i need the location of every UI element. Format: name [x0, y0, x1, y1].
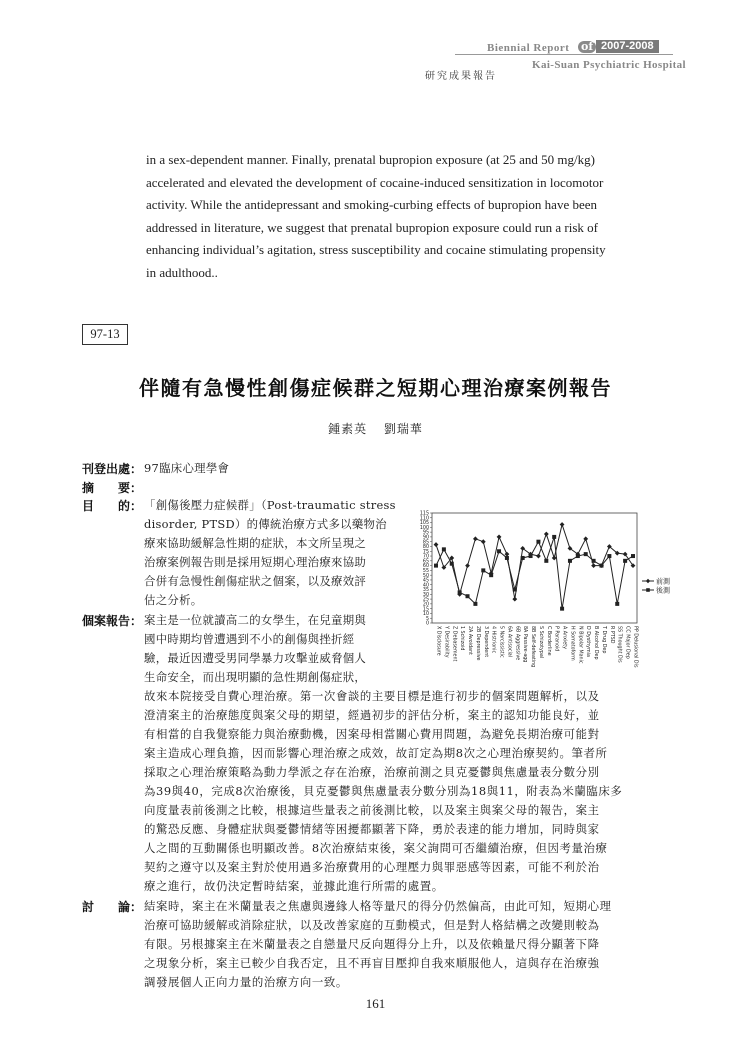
data-point	[544, 532, 549, 537]
data-point	[536, 554, 541, 559]
case-line: 的驚恐反應、身體症狀與憂鬱情緒等困擾都顯著下降，勇於表達的能力增加，同時與家	[144, 822, 600, 836]
x-tick-label: P Paranoid	[553, 626, 559, 652]
data-point	[497, 549, 501, 553]
data-point	[512, 597, 517, 602]
discussion-line: 有限。另根據案主在米蘭量表之自戀量尺反向題得分上升，以及依賴量尺得分顯著下降	[144, 937, 600, 951]
data-point	[529, 554, 533, 558]
author-name: 劉瑞華	[383, 422, 423, 436]
y-tick-label: 35	[422, 588, 429, 594]
case-line: 驗，最近因遭受男同學暴力攻擊並威脅個人	[144, 651, 367, 665]
x-tick-label: D Dysthymia	[585, 626, 591, 657]
y-tick-label: 110	[419, 516, 429, 522]
data-point	[505, 556, 509, 560]
author-name: 鍾素英	[328, 422, 368, 436]
purpose-label: 目 的：	[82, 499, 143, 513]
y-tick-label: 60	[422, 564, 429, 570]
page-number: 161	[365, 996, 386, 1011]
data-point	[607, 554, 611, 558]
discussion-line: 之現象分析，案主已較少自我否定，且不再盲目壓抑自我來順服他人，這與存在治療強	[144, 956, 600, 970]
x-tick-label: 1 Schizoid	[459, 626, 465, 651]
y-tick-label: 15	[422, 607, 429, 613]
x-tick-label: Z Debasement	[451, 626, 457, 662]
header-year-badge: 2007-2008	[596, 40, 659, 53]
x-tick-label: X Disclosure	[435, 626, 441, 656]
abstract-label: 摘 要：	[82, 481, 143, 495]
data-point	[458, 590, 462, 594]
case-line: 為39與40，完成8次治療後，貝克憂鬱與焦慮量表分數分別為18與11，附表為米蘭臨床多	[144, 784, 623, 798]
data-point	[481, 539, 486, 544]
case-line: 人之間的互動關係也明顯改善。8次治療結束後，案父詢問可否繼續治療，但因考量治療	[144, 841, 608, 855]
x-tick-label: 3 Dependent	[482, 626, 488, 658]
x-tick-label: Y Desirability	[443, 626, 449, 658]
paragraph-line: accelerated and elevated the development of cocaine-induced sensitization in locomotor	[146, 174, 604, 190]
discussion-line: 治療可協助緩解或消除症狀，以及改善家庭的互動模式，但是對人格結構之改變則較為	[144, 918, 600, 932]
x-tick-label: 2B Depressive	[474, 626, 480, 661]
data-point	[592, 559, 596, 563]
x-tick-label: 2A Avoidant	[467, 626, 473, 655]
case-line: 契約之遵守以及案主對於使用過多治療費用的心理壓力與罪惡感等因素，可能不利於治	[144, 860, 600, 874]
data-point	[521, 556, 525, 560]
x-tick-label: 4 Histrionic	[490, 626, 496, 654]
data-point	[544, 559, 548, 563]
data-point	[505, 552, 510, 557]
purpose-line: 療來協助緩解急性期的症狀，本文所呈現之	[144, 536, 367, 550]
discussion-line: 調發展個人正向力量的治療方向一致。	[144, 975, 348, 989]
y-tick-label: 75	[422, 549, 429, 555]
data-point	[465, 563, 470, 568]
header-rule	[455, 54, 673, 55]
legend-marker	[646, 588, 650, 592]
published-value: 97臨床心理學會	[144, 461, 230, 475]
case-line: 國中時期均曾遭遇到不小的創傷與挫折經	[144, 632, 355, 646]
case-line: 採取之心理治療策略為動力學派之存在治療，治療前測之貝克憂鬱與焦慮量表分數分別	[144, 765, 600, 779]
x-tick-label: H Somatoform	[569, 626, 575, 661]
data-point	[591, 563, 596, 568]
case-line: 療之進行，故仍決定暫時結案，並據此進行所需的處置。	[144, 879, 444, 893]
discussion-line: 結案時，案主在米蘭量表之焦慮與邊緣人格等量尺的得分仍然偏高，由此可知，短期心理	[144, 899, 612, 913]
paragraph-line: addressed in literature, we suggest that prenatal bupropion exposure could run a risk of	[146, 219, 598, 235]
data-point	[489, 573, 493, 577]
data-point	[481, 568, 485, 572]
y-tick-label: 70	[422, 554, 429, 560]
x-tick-label: T Drug Dep	[600, 626, 606, 654]
data-point	[615, 602, 619, 606]
data-point	[450, 562, 454, 566]
series-line	[436, 524, 633, 599]
case-line: 向度量表前後測之比較，根據這些量表之前後測比較，以及案主與案父母的報告，案主	[144, 803, 600, 817]
y-tick-label: 30	[422, 592, 429, 598]
case-line: 有相當的自我覺察能力與治療動機，因案母相當關心費用問題，為避免長期治療可能對	[144, 727, 600, 741]
y-tick-label: 50	[422, 573, 429, 579]
y-tick-label: 45	[422, 578, 429, 584]
y-tick-label: 100	[419, 525, 429, 531]
x-tick-label: SS Thought Dis	[616, 626, 622, 663]
purpose-line: 「創傷後壓力症候群」（Post-traumatic stress	[144, 498, 396, 512]
article-code: 97-13	[82, 324, 128, 345]
x-tick-label: A Anxiety	[561, 626, 567, 649]
legend-marker	[646, 579, 650, 583]
y-tick-label: 80	[422, 545, 429, 551]
discussion-label: 討 論：	[82, 900, 143, 914]
legend-label: 後測	[656, 586, 670, 595]
x-tick-label: 6A Antisocial	[506, 626, 512, 658]
legend-label: 前測	[656, 577, 670, 586]
y-tick-label: 10	[422, 612, 429, 618]
header-report-title: Biennial Report	[487, 42, 570, 54]
x-tick-label: B Alcohol Dep	[593, 626, 599, 660]
paragraph-line: in adulthood..	[146, 264, 218, 280]
article-title: 伴隨有急慢性創傷症候群之短期心理治療案例報告	[139, 376, 612, 400]
x-tick-label: S Schizotypal	[537, 626, 543, 659]
y-tick-label: 0	[425, 621, 429, 627]
plot-frame	[432, 513, 637, 623]
previous-article-paragraph	[146, 149, 676, 285]
data-point	[434, 542, 439, 547]
paragraph-line: enhancing individual’s agitation, stress susceptibility and cocaine stimulating propensity	[146, 242, 606, 258]
data-point	[584, 552, 588, 556]
data-point	[583, 536, 588, 541]
x-tick-label: 6B Aggressive	[514, 626, 520, 661]
header-section-label: 研究成果報告	[425, 71, 497, 82]
x-tick-label: 5 Narcissistic	[498, 626, 504, 658]
data-point	[473, 536, 478, 541]
x-tick-label: R PTSD	[608, 626, 614, 644]
y-tick-label: 55	[422, 568, 429, 574]
mcmi-comparison-chart	[410, 503, 675, 671]
data-point	[568, 559, 572, 563]
data-point	[576, 554, 580, 558]
x-tick-label: N Bipolar Manic	[577, 626, 583, 664]
x-tick-label: 8A Passive-agg	[522, 626, 528, 663]
data-point	[434, 564, 438, 568]
data-point	[497, 535, 502, 540]
case-line: 案主造成心理負擔，因而影響心理治療之成效，故訂定為期8次之心理治療契約。筆者所	[144, 746, 608, 760]
article-authors	[0, 420, 751, 437]
y-tick-label: 115	[419, 511, 429, 517]
y-tick-label: 90	[422, 535, 429, 541]
data-point	[599, 564, 603, 568]
y-tick-label: 25	[422, 597, 429, 603]
case-line: 生命安全，而出現明顯的急性期創傷症狀，	[144, 670, 367, 684]
data-point	[473, 602, 477, 606]
data-point	[466, 594, 470, 598]
case-label: 個案報告：	[82, 614, 143, 628]
data-point	[442, 547, 446, 551]
x-tick-label: C Borderline	[545, 626, 551, 656]
data-point	[631, 554, 635, 558]
y-tick-label: 5	[425, 616, 429, 622]
y-tick-label: 65	[422, 559, 429, 565]
header-of-badge: of	[578, 41, 596, 53]
paragraph-line: in a sex-dependent manner. Finally, prenatal bupropion exposure (at 25 and 50 mg/kg)	[146, 152, 595, 167]
x-tick-label: PP Delusional Dis	[632, 626, 638, 668]
y-tick-label: 95	[422, 530, 429, 536]
purpose-line: 合併有急慢性創傷症狀之個案，以及療效評	[144, 574, 367, 588]
chart-canvas	[410, 503, 675, 671]
data-point	[513, 588, 517, 592]
y-tick-label: 40	[422, 583, 429, 589]
y-tick-label: 85	[422, 540, 429, 546]
x-tick-label: 8B Self-defeating	[530, 626, 536, 668]
published-label: 刊登出處：	[82, 462, 143, 476]
x-tick-label: CC Major Dep	[624, 626, 630, 659]
case-line: 案主是一位就讀高二的女學生，在兒童期與	[144, 613, 367, 627]
purpose-line: 治療案例報告則是採用短期心理治療來協助	[144, 555, 367, 569]
data-point	[560, 522, 565, 527]
data-point	[560, 607, 564, 611]
data-point	[552, 535, 556, 539]
y-tick-label: 105	[419, 521, 429, 527]
purpose-line: disorder, PTSD）的傳統治療方式多以藥物治	[144, 517, 387, 531]
y-tick-label: 20	[422, 602, 429, 608]
paragraph-line: activity. While the antidepressant and smoking-curbing effects of bupropion have been	[146, 197, 598, 213]
data-point	[623, 559, 627, 563]
case-line: 故來本院接受自費心理治療。第一次會談的主要目標是進行初步的個案問題解析，以及	[144, 689, 600, 703]
header-hospital-name: Kai-Suan Psychiatric Hospital	[532, 59, 686, 71]
data-point	[536, 540, 540, 544]
purpose-line: 估之分析。	[144, 593, 203, 607]
case-line: 澄清案主的治療態度與案父母的期望，經過初步的評估分析，案主的認知功能良好，並	[144, 708, 600, 722]
